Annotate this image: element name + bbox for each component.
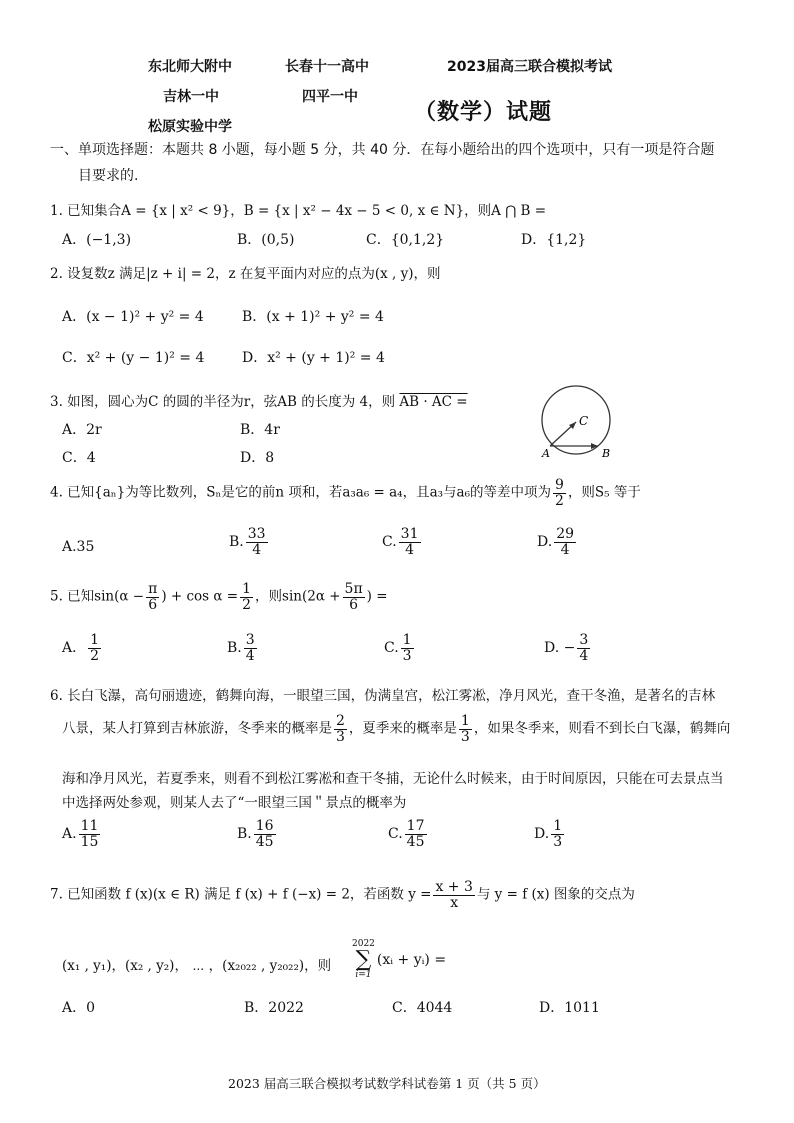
question-1-stem: 1. 已知集合A = {x | x² < 9}，B = {x | x² − 4x − 5 < 0, x ∈ N}，则A ⋂ B = [50, 203, 547, 219]
label-b: B [602, 447, 611, 460]
q4-stem-tail: ，则S₅ 等于 [567, 484, 641, 501]
q4-frac-num: 9 [555, 477, 564, 493]
q1-option-d: D．{1,2} [521, 232, 587, 248]
option-label: C. [388, 826, 403, 843]
question-6-line2 [62, 714, 730, 744]
q5-option-b [227, 633, 259, 663]
question-6-line1: 6. 长白飞瀑，高句丽遗迹，鹤舞向海，一眼望三国，伪满皇宫，松江雾凇，净月风光，查干冬渔，是著名的吉林 [50, 688, 716, 704]
q7-text: 7. 已知函数 f (x)(x ∈ R) 满足 f (x) + f (−x) = 2，若函数 y = [50, 886, 432, 903]
frac-den: 4 [560, 541, 570, 558]
question-7-points: (x₁ , y₁)，(x₂ , y₂)， ⋯ ，(x₂₀₂₂ , y₂₀₂₂)，则 [62, 958, 332, 974]
frac-num: 2 [336, 713, 345, 729]
frac-num: 1 [460, 713, 470, 729]
q5-text: ) = [366, 588, 388, 605]
q4-option-c [382, 527, 423, 557]
school-name: 吉林一中 [163, 89, 219, 105]
frac-den: 4 [405, 541, 415, 558]
frac-num: 5π [344, 581, 363, 597]
q6-option-a [62, 819, 102, 849]
question-6-line4: 中选择两处参观，则某人去了“一眼望三国＂景点的概率为 [62, 795, 407, 811]
frac-num: 16 [255, 818, 274, 834]
frac-den: 2 [90, 647, 100, 664]
label-a: A [542, 447, 550, 460]
frac-num: 3 [579, 632, 589, 648]
q3-stem-text: 3. 如图，圆心为C 的圆的半径为r，弦AB 的长度为 4，则 [50, 394, 396, 410]
q2-option-c: C．x² + (y − 1)² = 4 [62, 350, 205, 366]
frac-num: 1 [553, 818, 563, 834]
question-5-stem [50, 582, 388, 612]
q7-text: 与 y = f (x) 图象的交点为 [476, 886, 635, 903]
q3-vector-expression: AB · AC = [399, 394, 468, 410]
frac-num: 31 [400, 526, 419, 542]
frac-num: 17 [406, 818, 425, 834]
frac-num: 29 [556, 526, 575, 542]
option-label: C. [382, 534, 397, 551]
q1-option-b: B．(0,5) [237, 232, 295, 248]
option-label: D. [537, 534, 553, 551]
q4-option-d [537, 527, 578, 557]
frac-num: 1 [90, 632, 100, 648]
exam-title: 2023届高三联合模拟考试 [447, 59, 612, 75]
option-label: B. [227, 640, 242, 657]
section-heading: 一、单项选择题：本题共 8 小题，每小题 5 分，共 40 分．在每小题给出的四个选项中，只有一项是符合题 [50, 142, 715, 158]
frac-den: 3 [336, 728, 345, 745]
q2-option-a: A．(x − 1)² + y² = 4 [62, 309, 204, 325]
frac-den: 45 [255, 833, 274, 850]
q6-option-d [534, 819, 566, 849]
question-2-stem: 2. 设复数z 满足|z + i| = 2，z 在复平面内对应的点为(x , y)，则 [50, 266, 441, 282]
label-c: C [579, 414, 589, 428]
school-name: 长春十一高中 [285, 59, 369, 75]
q7-option-d: D．1011 [539, 1000, 600, 1016]
question-6-line3: 海和净月风光，若夏季来，则看不到松江雾凇和查干冬捕，无论什么时候来，由于时间原因，只能在可去景点当 [62, 771, 724, 787]
q5-option-a [62, 633, 103, 663]
page-footer: 2023 届高三联合模拟考试数学科试卷第 1 页（共 5 页） [228, 1076, 546, 1091]
q5-option-c [384, 633, 416, 663]
frac-den: 45 [406, 833, 425, 850]
q4-option-b [229, 527, 270, 557]
frac-den: 4 [245, 647, 255, 664]
frac-num: 3 [245, 632, 255, 648]
subject-title: （数学）试题 [414, 100, 553, 125]
sum-lower: i=1 [355, 970, 372, 980]
q6-option-b [237, 819, 278, 849]
frac-den: 2 [242, 596, 252, 613]
frac-den: 3 [460, 728, 470, 745]
frac-den: 4 [252, 541, 262, 558]
q4-option-a: A.35 [62, 539, 95, 555]
q3-option-b: B．4r [240, 422, 280, 438]
school-name: 东北师大附中 [148, 59, 232, 75]
q1-option-a: A．(−1,3) [62, 232, 132, 248]
option-label: C. [384, 640, 399, 657]
q2-option-d: D．x² + (y + 1)² = 4 [242, 350, 385, 366]
option-label: D. − [544, 640, 576, 657]
frac-den: 4 [579, 647, 589, 664]
q5-text: 5. 已知sin(α − [50, 588, 145, 605]
question-4-stem [50, 478, 641, 508]
sum-upper: 2022 [352, 939, 375, 949]
frac-den: 15 [80, 833, 99, 850]
frac-den: x [450, 894, 459, 911]
q6-text: ，夏季来的概率是 [348, 720, 457, 737]
q4-frac-den: 2 [555, 492, 564, 509]
q5-option-d [544, 633, 592, 663]
school-name: 松原实验中学 [148, 119, 232, 135]
sigma-icon: ∑ [355, 947, 372, 972]
summation-expression [352, 940, 446, 980]
q7-option-a: A．0 [62, 1000, 96, 1016]
frac-den: 6 [148, 596, 158, 613]
frac-den: 3 [553, 833, 563, 850]
q3-option-d: D．8 [240, 450, 275, 466]
q2-option-b: B．(x + 1)² + y² = 4 [242, 309, 384, 325]
q6-option-c [388, 819, 429, 849]
q1-option-c: C．{0,1,2} [366, 232, 445, 248]
q6-text: ，如果冬季来，则看不到长白飞瀑，鹤舞向 [473, 720, 731, 737]
option-label: D. [534, 826, 550, 843]
option-label: A. [62, 826, 77, 843]
q7-option-c: C．4044 [392, 1000, 453, 1016]
section-heading-cont: 目要求的. [78, 168, 139, 184]
sum-body: (xᵢ + yᵢ) = [376, 952, 447, 968]
frac-den: 6 [349, 596, 359, 613]
school-name: 四平一中 [302, 89, 358, 105]
frac-num: 1 [242, 581, 252, 597]
question-3-stem [50, 390, 468, 410]
circle-figure [536, 382, 620, 460]
q4-stem-text: 4. 已知{aₙ}为等比数列，Sₙ是它的前n 项和，若a₃a₆ = a₄，且a₃与a₆的等差中项为 [50, 484, 552, 501]
option-label: B. [229, 534, 244, 551]
q3-option-c: C．4 [62, 450, 96, 466]
frac-num: 11 [80, 818, 99, 834]
q5-text: ) + cos α = [161, 588, 239, 605]
frac-num: 33 [247, 526, 266, 542]
q3-option-a: A．2r [62, 422, 102, 438]
frac-num: x + 3 [435, 879, 473, 895]
q7-option-b: B．2022 [244, 1000, 304, 1016]
q5-text: ，则sin(2α + [255, 588, 341, 605]
frac-den: 3 [402, 647, 412, 664]
frac-num: π [148, 581, 158, 597]
option-label: B. [237, 826, 252, 843]
frac-num: 1 [402, 632, 412, 648]
option-label: A． [62, 640, 87, 657]
question-7-stem [50, 880, 635, 910]
q6-text: 八景，某人打算到吉林旅游，冬季来的概率是 [62, 720, 332, 737]
